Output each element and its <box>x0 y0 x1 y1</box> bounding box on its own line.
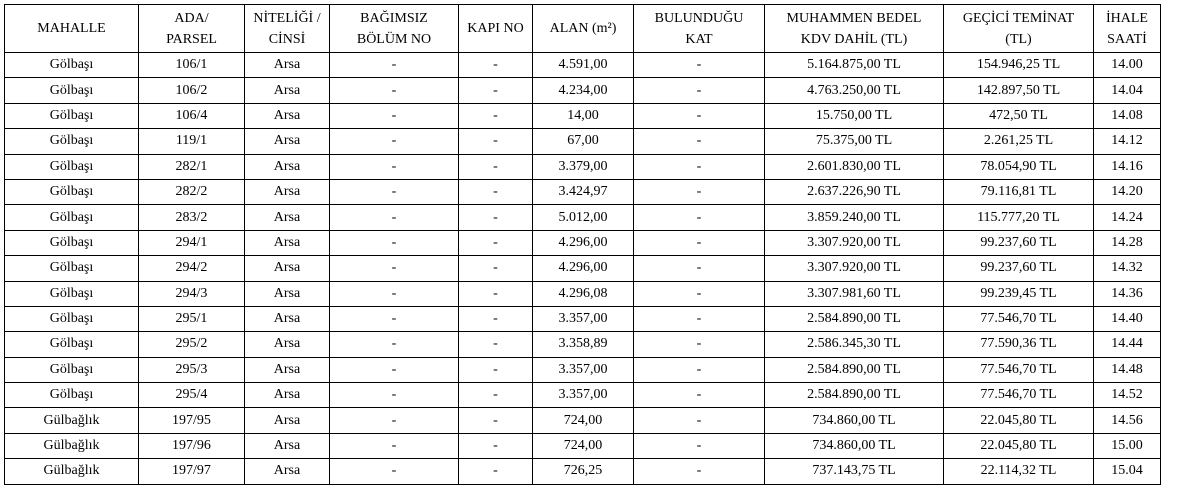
cell-mahalle: Gölbaşı <box>5 332 139 357</box>
table-row <box>5 154 1161 179</box>
cell-kapi-no: - <box>459 179 533 204</box>
cell-ada-parsel: 295/3 <box>139 357 245 382</box>
cell-ihale-saati: 15.04 <box>1094 459 1161 484</box>
cell-gecici-teminat: 78.054,90 TL <box>944 154 1094 179</box>
cell-alan: 4.296,08 <box>533 281 634 306</box>
table-row <box>5 332 1161 357</box>
cell-alan: 67,00 <box>533 129 634 154</box>
cell-bulundugu-kat: - <box>634 78 765 103</box>
cell-bagimsiz-bolum-no: - <box>330 129 459 154</box>
table-row <box>5 408 1161 433</box>
cell-alan: 3.358,89 <box>533 332 634 357</box>
cell-muhammen-bedel: 2.601.830,00 TL <box>765 154 944 179</box>
cell-gecici-teminat: 115.777,20 TL <box>944 205 1094 230</box>
header-ada-parsel: ADA/ PARSEL <box>139 5 245 53</box>
cell-ihale-saati: 14.00 <box>1094 53 1161 78</box>
table-row <box>5 205 1161 230</box>
cell-alan: 4.296,00 <box>533 230 634 255</box>
cell-kapi-no: - <box>459 306 533 331</box>
table-row <box>5 179 1161 204</box>
cell-bulundugu-kat: - <box>634 103 765 128</box>
cell-kapi-no: - <box>459 129 533 154</box>
table-row <box>5 433 1161 458</box>
cell-bulundugu-kat: - <box>634 332 765 357</box>
cell-cinsi: Arsa <box>245 306 330 331</box>
cell-ihale-saati: 14.20 <box>1094 179 1161 204</box>
cell-ihale-saati: 14.36 <box>1094 281 1161 306</box>
cell-cinsi: Arsa <box>245 179 330 204</box>
cell-ada-parsel: 106/1 <box>139 53 245 78</box>
cell-muhammen-bedel: 4.763.250,00 TL <box>765 78 944 103</box>
cell-bagimsiz-bolum-no: - <box>330 281 459 306</box>
cell-ada-parsel: 295/2 <box>139 332 245 357</box>
cell-muhammen-bedel: 2.586.345,30 TL <box>765 332 944 357</box>
cell-ihale-saati: 14.32 <box>1094 256 1161 281</box>
cell-alan: 5.012,00 <box>533 205 634 230</box>
cell-ada-parsel: 119/1 <box>139 129 245 154</box>
cell-muhammen-bedel: 15.750,00 TL <box>765 103 944 128</box>
cell-kapi-no: - <box>459 357 533 382</box>
cell-kapi-no: - <box>459 256 533 281</box>
header-muhammen-bedel: MUHAMMEN BEDEL KDV DAHİL (TL) <box>765 5 944 53</box>
cell-cinsi: Arsa <box>245 408 330 433</box>
cell-cinsi: Arsa <box>245 433 330 458</box>
cell-ada-parsel: 295/1 <box>139 306 245 331</box>
cell-bulundugu-kat: - <box>634 306 765 331</box>
cell-ihale-saati: 14.52 <box>1094 383 1161 408</box>
cell-mahalle: Gülbağlık <box>5 433 139 458</box>
cell-bulundugu-kat: - <box>634 53 765 78</box>
cell-kapi-no: - <box>459 383 533 408</box>
cell-bulundugu-kat: - <box>634 383 765 408</box>
cell-gecici-teminat: 99.237,60 TL <box>944 230 1094 255</box>
cell-muhammen-bedel: 3.859.240,00 TL <box>765 205 944 230</box>
cell-bagimsiz-bolum-no: - <box>330 433 459 458</box>
cell-bulundugu-kat: - <box>634 205 765 230</box>
cell-bulundugu-kat: - <box>634 179 765 204</box>
cell-cinsi: Arsa <box>245 103 330 128</box>
cell-cinsi: Arsa <box>245 78 330 103</box>
cell-mahalle: Gölbaşı <box>5 205 139 230</box>
cell-gecici-teminat: 77.546,70 TL <box>944 383 1094 408</box>
header-alan: ALAN (m²) <box>533 5 634 53</box>
cell-muhammen-bedel: 3.307.981,60 TL <box>765 281 944 306</box>
cell-bulundugu-kat: - <box>634 357 765 382</box>
header-ihale-saati: İHALE SAATİ <box>1094 5 1161 53</box>
cell-cinsi: Arsa <box>245 332 330 357</box>
cell-bagimsiz-bolum-no: - <box>330 306 459 331</box>
cell-mahalle: Gölbaşı <box>5 154 139 179</box>
cell-bulundugu-kat: - <box>634 256 765 281</box>
cell-mahalle: Gölbaşı <box>5 383 139 408</box>
cell-ada-parsel: 294/1 <box>139 230 245 255</box>
cell-bulundugu-kat: - <box>634 129 765 154</box>
cell-ihale-saati: 14.08 <box>1094 103 1161 128</box>
cell-bagimsiz-bolum-no: - <box>330 53 459 78</box>
cell-gecici-teminat: 77.546,70 TL <box>944 306 1094 331</box>
table-row <box>5 129 1161 154</box>
cell-cinsi: Arsa <box>245 230 330 255</box>
cell-cinsi: Arsa <box>245 205 330 230</box>
cell-muhammen-bedel: 2.584.890,00 TL <box>765 306 944 331</box>
cell-alan: 4.234,00 <box>533 78 634 103</box>
cell-mahalle: Gölbaşı <box>5 230 139 255</box>
cell-gecici-teminat: 79.116,81 TL <box>944 179 1094 204</box>
cell-bagimsiz-bolum-no: - <box>330 459 459 484</box>
cell-mahalle: Gölbaşı <box>5 179 139 204</box>
cell-mahalle: Gölbaşı <box>5 103 139 128</box>
cell-cinsi: Arsa <box>245 357 330 382</box>
cell-bagimsiz-bolum-no: - <box>330 256 459 281</box>
table-body <box>5 53 1161 485</box>
table-row <box>5 459 1161 484</box>
cell-ada-parsel: 294/3 <box>139 281 245 306</box>
cell-alan: 3.357,00 <box>533 306 634 331</box>
table-row <box>5 103 1161 128</box>
cell-ada-parsel: 294/2 <box>139 256 245 281</box>
header-row <box>5 5 1161 53</box>
cell-cinsi: Arsa <box>245 383 330 408</box>
cell-ada-parsel: 106/4 <box>139 103 245 128</box>
cell-ihale-saati: 14.44 <box>1094 332 1161 357</box>
cell-ada-parsel: 282/1 <box>139 154 245 179</box>
cell-ada-parsel: 282/2 <box>139 179 245 204</box>
table-row <box>5 256 1161 281</box>
cell-kapi-no: - <box>459 332 533 357</box>
cell-ihale-saati: 15.00 <box>1094 433 1161 458</box>
cell-kapi-no: - <box>459 408 533 433</box>
cell-gecici-teminat: 77.546,70 TL <box>944 357 1094 382</box>
cell-muhammen-bedel: 2.584.890,00 TL <box>765 383 944 408</box>
cell-mahalle: Gölbaşı <box>5 281 139 306</box>
cell-kapi-no: - <box>459 205 533 230</box>
cell-ada-parsel: 295/4 <box>139 383 245 408</box>
cell-ada-parsel: 106/2 <box>139 78 245 103</box>
cell-kapi-no: - <box>459 103 533 128</box>
cell-alan: 724,00 <box>533 433 634 458</box>
cell-bulundugu-kat: - <box>634 408 765 433</box>
cell-ada-parsel: 283/2 <box>139 205 245 230</box>
cell-ada-parsel: 197/97 <box>139 459 245 484</box>
cell-mahalle: Gölbaşı <box>5 78 139 103</box>
cell-muhammen-bedel: 3.307.920,00 TL <box>765 256 944 281</box>
cell-ihale-saati: 14.04 <box>1094 78 1161 103</box>
cell-alan: 726,25 <box>533 459 634 484</box>
cell-ada-parsel: 197/96 <box>139 433 245 458</box>
cell-bagimsiz-bolum-no: - <box>330 179 459 204</box>
cell-gecici-teminat: 77.590,36 TL <box>944 332 1094 357</box>
cell-kapi-no: - <box>459 459 533 484</box>
table-row <box>5 383 1161 408</box>
cell-kapi-no: - <box>459 230 533 255</box>
cell-alan: 14,00 <box>533 103 634 128</box>
cell-muhammen-bedel: 2.637.226,90 TL <box>765 179 944 204</box>
table-row <box>5 78 1161 103</box>
cell-bulundugu-kat: - <box>634 459 765 484</box>
cell-kapi-no: - <box>459 53 533 78</box>
cell-cinsi: Arsa <box>245 154 330 179</box>
cell-bulundugu-kat: - <box>634 281 765 306</box>
header-gecici-teminat: GEÇİCİ TEMİNAT (TL) <box>944 5 1094 53</box>
cell-kapi-no: - <box>459 281 533 306</box>
cell-muhammen-bedel: 734.860,00 TL <box>765 408 944 433</box>
cell-cinsi: Arsa <box>245 53 330 78</box>
cell-ihale-saati: 14.28 <box>1094 230 1161 255</box>
cell-ihale-saati: 14.24 <box>1094 205 1161 230</box>
cell-alan: 3.357,00 <box>533 383 634 408</box>
cell-mahalle: Gölbaşı <box>5 53 139 78</box>
cell-gecici-teminat: 22.045,80 TL <box>944 433 1094 458</box>
cell-gecici-teminat: 99.239,45 TL <box>944 281 1094 306</box>
cell-ada-parsel: 197/95 <box>139 408 245 433</box>
cell-mahalle: Gölbaşı <box>5 357 139 382</box>
cell-bulundugu-kat: - <box>634 230 765 255</box>
cell-mahalle: Gülbağlık <box>5 408 139 433</box>
cell-alan: 4.591,00 <box>533 53 634 78</box>
cell-bagimsiz-bolum-no: - <box>330 205 459 230</box>
cell-gecici-teminat: 2.261,25 TL <box>944 129 1094 154</box>
cell-cinsi: Arsa <box>245 129 330 154</box>
cell-gecici-teminat: 99.237,60 TL <box>944 256 1094 281</box>
cell-bagimsiz-bolum-no: - <box>330 383 459 408</box>
cell-kapi-no: - <box>459 433 533 458</box>
table-row <box>5 281 1161 306</box>
cell-gecici-teminat: 22.045,80 TL <box>944 408 1094 433</box>
cell-ihale-saati: 14.16 <box>1094 154 1161 179</box>
cell-cinsi: Arsa <box>245 281 330 306</box>
cell-mahalle: Gülbağlık <box>5 459 139 484</box>
cell-alan: 3.424,97 <box>533 179 634 204</box>
header-mahalle: MAHALLE <box>5 5 139 53</box>
header-kapi-no: KAPI NO <box>459 5 533 53</box>
cell-muhammen-bedel: 5.164.875,00 TL <box>765 53 944 78</box>
cell-bagimsiz-bolum-no: - <box>330 78 459 103</box>
cell-bulundugu-kat: - <box>634 433 765 458</box>
cell-kapi-no: - <box>459 78 533 103</box>
header-bagimsiz-bolum-no: BAĞIMSIZ BÖLÜM NO <box>330 5 459 53</box>
cell-bagimsiz-bolum-no: - <box>330 154 459 179</box>
cell-ihale-saati: 14.56 <box>1094 408 1161 433</box>
cell-muhammen-bedel: 2.584.890,00 TL <box>765 357 944 382</box>
cell-cinsi: Arsa <box>245 459 330 484</box>
cell-bagimsiz-bolum-no: - <box>330 357 459 382</box>
cell-gecici-teminat: 22.114,32 TL <box>944 459 1094 484</box>
cell-gecici-teminat: 142.897,50 TL <box>944 78 1094 103</box>
cell-bagimsiz-bolum-no: - <box>330 332 459 357</box>
cell-mahalle: Gölbaşı <box>5 129 139 154</box>
header-niteligi: NİTELİĞİ / CİNSİ <box>245 5 330 53</box>
table-row <box>5 230 1161 255</box>
cell-cinsi: Arsa <box>245 256 330 281</box>
table-row <box>5 357 1161 382</box>
cell-bagimsiz-bolum-no: - <box>330 230 459 255</box>
cell-gecici-teminat: 154.946,25 TL <box>944 53 1094 78</box>
cell-kapi-no: - <box>459 154 533 179</box>
cell-mahalle: Gölbaşı <box>5 256 139 281</box>
cell-muhammen-bedel: 3.307.920,00 TL <box>765 230 944 255</box>
cell-gecici-teminat: 472,50 TL <box>944 103 1094 128</box>
cell-bagimsiz-bolum-no: - <box>330 103 459 128</box>
cell-muhammen-bedel: 734.860,00 TL <box>765 433 944 458</box>
cell-alan: 4.296,00 <box>533 256 634 281</box>
cell-alan: 724,00 <box>533 408 634 433</box>
cell-ihale-saati: 14.48 <box>1094 357 1161 382</box>
cell-bagimsiz-bolum-no: - <box>330 408 459 433</box>
cell-mahalle: Gölbaşı <box>5 306 139 331</box>
auction-table <box>4 4 1161 485</box>
header-bulundugu-kat: BULUNDUĞU KAT <box>634 5 765 53</box>
cell-alan: 3.379,00 <box>533 154 634 179</box>
cell-ihale-saati: 14.40 <box>1094 306 1161 331</box>
cell-ihale-saati: 14.12 <box>1094 129 1161 154</box>
table-row <box>5 306 1161 331</box>
cell-alan: 3.357,00 <box>533 357 634 382</box>
cell-muhammen-bedel: 737.143,75 TL <box>765 459 944 484</box>
cell-bulundugu-kat: - <box>634 154 765 179</box>
cell-muhammen-bedel: 75.375,00 TL <box>765 129 944 154</box>
table-row <box>5 53 1161 78</box>
